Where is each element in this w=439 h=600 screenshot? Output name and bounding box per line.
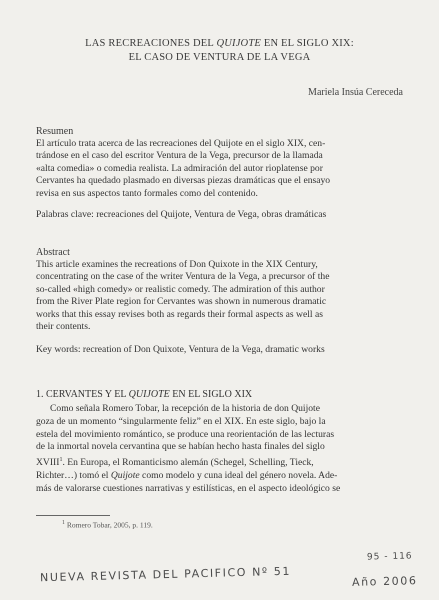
abstract-line: works that this essay revises both as regards their formal aspects as well as [36, 308, 323, 320]
title-line-2: EL CASO DE VENTURA DE LA VEGA [128, 52, 311, 63]
abstract-line: This article examines the recreations of Don Quixote in the XIX Century, [36, 259, 318, 270]
abstract-line: their contents. [36, 321, 91, 333]
abstract-line: concentrating on the case of the writer Ventura de la Vega, a precursor of the [36, 271, 330, 283]
body-line: Richter…) tomó el Quijote como modelo y cuna ideal del género novela. Ade- [36, 470, 338, 482]
section-title: 1. CERVANTES Y EL QUIJOTE EN EL SIGLO XIX [36, 389, 253, 400]
footnote: $^1$ Romero Tobar, 2005, p. 119. [62, 520, 153, 530]
body-line: estela del movimiento romántico, se produce una reorientación de las lecturas [36, 428, 335, 440]
body-line: Como señala Romero Tobar, la recepción de la historia de don Quijote [50, 403, 320, 414]
resumen-line: revisa en sus aspectos tanto formales como del contenido. [36, 187, 258, 199]
resumen-line: Cervantes ha quedado plasmado en diversas piezas dramáticas que el ensayo [36, 175, 331, 187]
body-line: de la inmortal novela cervantina que se habían hecho hasta finales del siglo [36, 441, 325, 453]
resumen-line: «alta comedia» o comedia realista. La admiración del autor rioplatense por [36, 162, 323, 174]
resumen-heading: Resumen [36, 126, 74, 137]
handwritten-page-number: 95 - 116 [366, 551, 413, 563]
body-line: más de valorarse cuestiones narrativas y estilísticas, en el aspecto ideológico se [36, 482, 341, 494]
body-line: goza de un momento “singularmente feliz” en el XIX. En este siglo, bajo la [36, 415, 326, 427]
title-line-1: LAS RECREACIONES DEL QUIJOTE EN EL SIGLO XIX: [85, 38, 354, 49]
body-line: XVIII$^1$. En Europa, el Romanticismo alemán (Schegel, Schelling, Tieck, [36, 457, 314, 469]
handwritten-journal-note: NUEVA REVISTA DEL PACIFICO Nº 51 [39, 564, 292, 585]
abstract-body [36, 259, 397, 333]
resumen-body [36, 138, 397, 200]
section-body [36, 403, 397, 496]
resumen-line: trándose en el caso del escritor Ventura de la Vega, precursor de la llamada [36, 150, 323, 162]
author-name: Mariela Insúa Cereceda [308, 87, 403, 98]
resumen-line: El artículo trata acerca de las recreaciones del Quijote en el siglo XIX, cen- [36, 138, 326, 149]
footnote-ref: 1 [59, 457, 63, 464]
abstract-line: from the River Plate region for Cervantes was shown in numerous dramatic [36, 296, 327, 308]
article-title [40, 37, 399, 65]
resumen-keywords: Palabras clave: recreaciones del Quijote, Ventura de Vega, obras dramáticas [36, 209, 327, 220]
footnote-divider [36, 515, 110, 516]
abstract-line: so-called «high comedy» or realistic comedy. The admiration of this author [36, 283, 325, 295]
handwritten-year-note: Año 2006 [351, 574, 418, 589]
abstract-heading: Abstract [36, 247, 70, 258]
abstract-keywords: Key words: recreation of Don Quixote, Ventura de la Vega, dramatic works [36, 344, 325, 355]
